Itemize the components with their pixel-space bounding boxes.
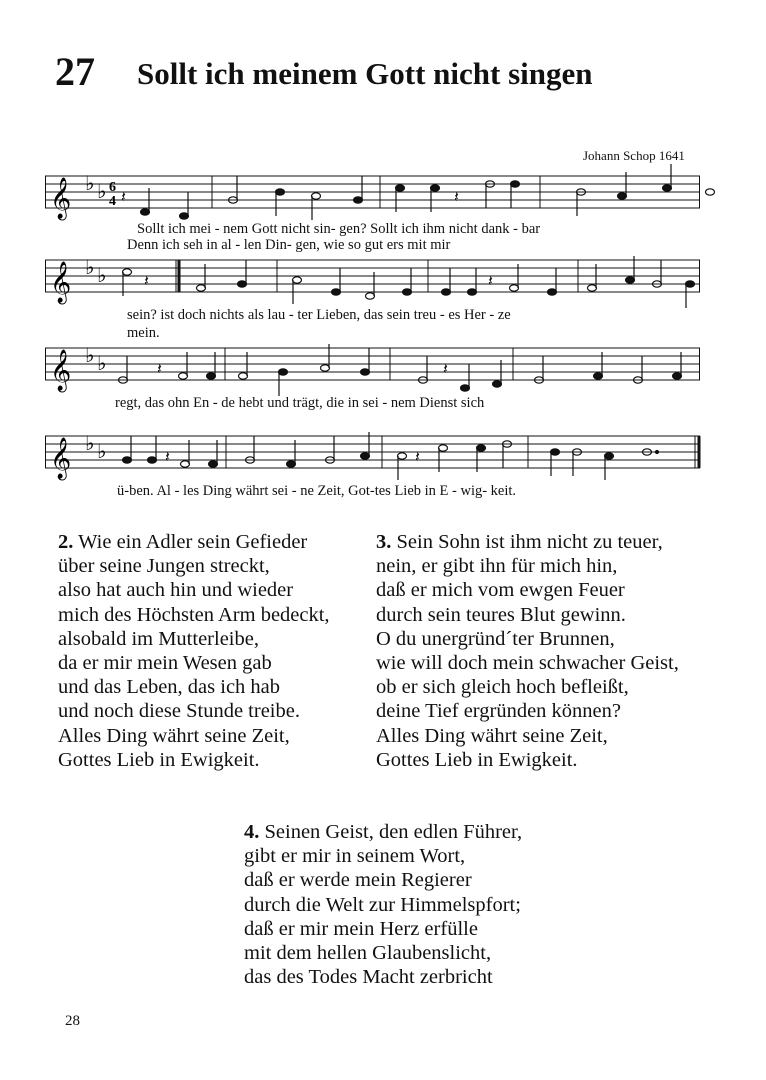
music-system-2 bbox=[45, 254, 700, 341]
note bbox=[180, 213, 189, 219]
flat-icon: ♭ bbox=[85, 255, 95, 279]
verse-number: 2. bbox=[58, 531, 74, 553]
verse-number: 3. bbox=[376, 531, 392, 553]
treble-clef-icon: 𝄞 bbox=[50, 178, 72, 219]
music-system-1 bbox=[45, 170, 700, 253]
treble-clef-icon: 𝄞 bbox=[50, 438, 72, 479]
note bbox=[321, 365, 330, 371]
note bbox=[207, 373, 216, 379]
note bbox=[279, 369, 288, 375]
rest-icon: 𝄽 bbox=[415, 447, 420, 466]
verse-line: wie will doch mein schwacher Geist, bbox=[376, 652, 679, 675]
verse-line: deine Tief ergründen können? bbox=[376, 700, 621, 723]
flat-icon: ♭ bbox=[97, 351, 107, 375]
rest-icon: 𝄽 bbox=[165, 447, 170, 466]
note bbox=[312, 193, 321, 199]
verse-line: über seine Jungen streckt, bbox=[58, 555, 270, 578]
verse-line: ob er sich gleich hoch befleißt, bbox=[376, 676, 629, 699]
verse-first-line: 4. Seinen Geist, den edlen Führer, bbox=[244, 821, 523, 843]
verse-line: durch die Welt zur Himmelspfort; bbox=[244, 893, 521, 916]
flat-icon: ♭ bbox=[97, 439, 107, 463]
verse-line: da er mir mein Wesen gab bbox=[58, 652, 272, 675]
note bbox=[673, 373, 682, 379]
note bbox=[179, 373, 188, 379]
note bbox=[618, 193, 627, 199]
note bbox=[123, 269, 132, 275]
note bbox=[493, 381, 502, 387]
rest-icon: 𝄽 bbox=[121, 187, 126, 206]
lyric-line: ü-ben. Al - les Ding währt sei - ne Zeit, Got-tes Lieb in E - wig- keit. bbox=[117, 483, 517, 499]
lyric-line: Sollt ich mei - nem Gott nicht sin- gen? Sollt ich ihm nicht dank - bar bbox=[137, 221, 541, 237]
verse-line: Gottes Lieb in Ewigkeit. bbox=[58, 748, 260, 771]
composer-credit: Johann Schop 1641 bbox=[583, 148, 685, 163]
note bbox=[361, 369, 370, 375]
treble-clef-icon: 𝄞 bbox=[50, 262, 72, 303]
verse-3 bbox=[376, 530, 679, 772]
lyric-line: sein? ist doch nichts als lau - ter Lieben, das sein treu - es Her - ze bbox=[127, 307, 511, 323]
flat-icon: ♭ bbox=[97, 263, 107, 287]
verse-line: das des Todes Macht zerbricht bbox=[244, 966, 493, 989]
rest-icon: 𝄽 bbox=[488, 271, 493, 290]
note bbox=[148, 457, 157, 463]
note bbox=[551, 449, 560, 455]
rest-icon: 𝄽 bbox=[157, 359, 162, 378]
note bbox=[548, 289, 557, 295]
verse-line: Alles Ding währt seine Zeit, bbox=[58, 724, 290, 747]
note bbox=[366, 293, 375, 299]
note bbox=[396, 185, 405, 191]
verse-first-line: 2. Wie ein Adler sein Gefieder bbox=[58, 531, 308, 553]
note bbox=[181, 461, 190, 467]
note bbox=[594, 373, 603, 379]
note bbox=[123, 457, 132, 463]
verse-4 bbox=[244, 820, 522, 989]
rest-icon: 𝄽 bbox=[454, 187, 459, 206]
note bbox=[209, 461, 218, 467]
music-staff bbox=[45, 170, 700, 226]
verse-line: gibt er mir in seinem Wort, bbox=[244, 845, 466, 868]
note bbox=[431, 185, 440, 191]
verse-line: durch sein teures Blut gewinn. bbox=[376, 603, 626, 626]
verse-line: mich des Höchsten Arm bedeckt, bbox=[58, 603, 330, 626]
note bbox=[663, 185, 672, 191]
music-staff bbox=[45, 254, 700, 310]
rest-icon: 𝄽 bbox=[144, 271, 149, 290]
music-staff bbox=[45, 342, 700, 398]
note bbox=[588, 285, 597, 291]
note bbox=[403, 289, 412, 295]
note bbox=[510, 285, 519, 291]
note bbox=[398, 453, 407, 459]
note bbox=[468, 289, 477, 295]
note bbox=[511, 181, 520, 187]
music-system-3 bbox=[45, 342, 700, 411]
music-system-4 bbox=[45, 430, 700, 499]
note bbox=[332, 289, 341, 295]
rest-icon: 𝄽 bbox=[443, 359, 448, 378]
verse-line: und das Leben, das ich hab bbox=[58, 676, 281, 699]
lyric-line: Denn ich seh in al - len Din- gen, wie so gut ers mit mir bbox=[127, 237, 451, 253]
note bbox=[276, 189, 285, 195]
treble-clef-icon: 𝄞 bbox=[50, 350, 72, 391]
time-signature: 4 bbox=[109, 194, 116, 209]
note bbox=[686, 281, 695, 287]
note bbox=[239, 373, 248, 379]
note bbox=[605, 453, 614, 459]
note bbox=[354, 197, 363, 203]
page-number: 28 bbox=[65, 1013, 80, 1029]
verse-number: 4. bbox=[244, 821, 260, 843]
verse-line: alsobald im Mutterleibe, bbox=[58, 627, 259, 650]
verse-line: Gottes Lieb in Ewigkeit. bbox=[376, 748, 578, 771]
hymn-number: 27 bbox=[55, 49, 95, 94]
verse-line: daß er werde mein Regierer bbox=[244, 869, 472, 892]
verse-line: also hat auch hin und wieder bbox=[58, 579, 294, 602]
flat-icon: ♭ bbox=[97, 179, 107, 203]
note bbox=[287, 461, 296, 467]
verse-line: mit dem hellen Glaubenslicht, bbox=[244, 942, 492, 965]
dot-icon bbox=[656, 451, 659, 454]
verse-line: daß er mich vom ewgen Feuer bbox=[376, 579, 625, 602]
note bbox=[238, 281, 247, 287]
verse-2 bbox=[58, 530, 330, 772]
flat-icon: ♭ bbox=[85, 343, 95, 367]
time-signature: 6 bbox=[109, 180, 116, 195]
note bbox=[293, 277, 302, 283]
note bbox=[477, 445, 486, 451]
note bbox=[141, 209, 150, 215]
hymn-title: Sollt ich meinem Gott nicht singen bbox=[137, 56, 593, 91]
note bbox=[442, 289, 451, 295]
note bbox=[706, 189, 715, 195]
note bbox=[197, 285, 206, 291]
note bbox=[361, 453, 370, 459]
note bbox=[439, 445, 448, 451]
flat-icon: ♭ bbox=[85, 171, 95, 195]
music-staff bbox=[45, 430, 700, 486]
verse-line: O du unergründ´ter Brunnen, bbox=[376, 627, 615, 650]
lyric-line: regt, das ohn En - de hebt und trägt, die in sei - nem Dienst sich bbox=[115, 395, 485, 411]
verse-line: Alles Ding währt seine Zeit, bbox=[376, 724, 608, 747]
flat-icon: ♭ bbox=[85, 431, 95, 455]
lyric-line: mein. bbox=[127, 325, 160, 341]
note bbox=[626, 277, 635, 283]
verse-line: nein, er gibt ihn für mich hin, bbox=[376, 555, 618, 578]
verse-line: und noch diese Stunde treibe. bbox=[58, 700, 300, 723]
verse-line: daß er mir mein Herz erfülle bbox=[244, 917, 478, 940]
verse-first-line: 3. Sein Sohn ist ihm nicht zu teuer, bbox=[376, 531, 663, 553]
note bbox=[461, 385, 470, 391]
